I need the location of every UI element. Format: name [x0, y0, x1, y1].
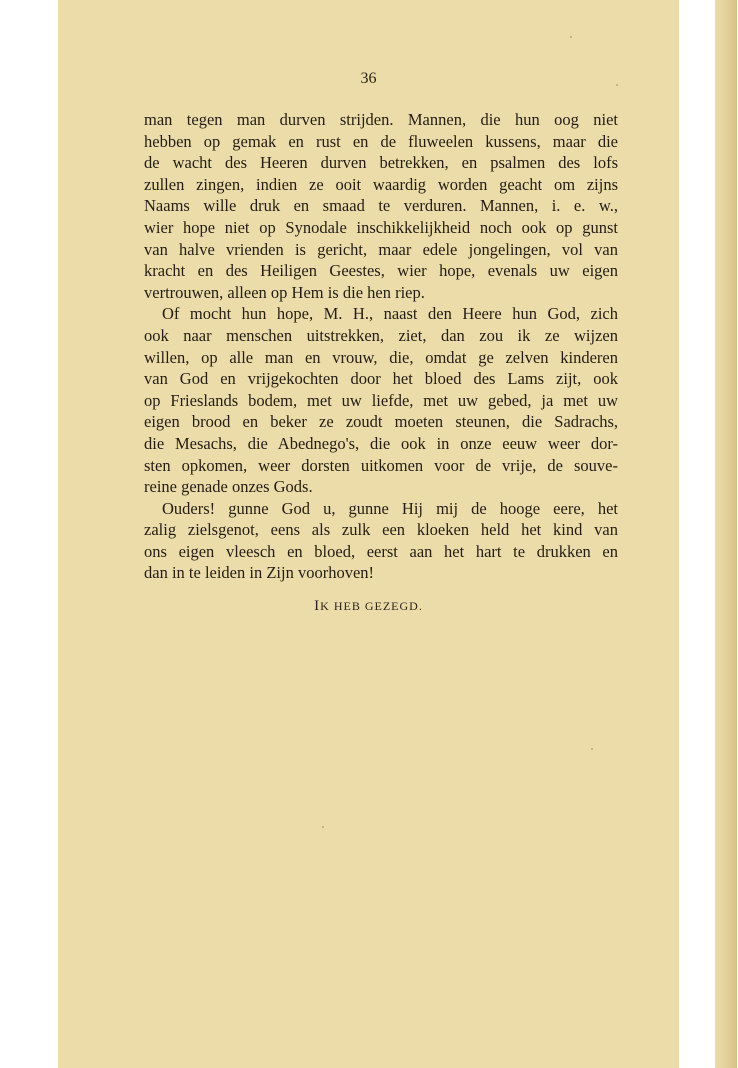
text-line: Naams wille druk en smaad te verduren. Mannen, i. e. w.,: [144, 196, 618, 216]
paper-speck: [322, 826, 324, 828]
page-number: 36: [360, 70, 377, 87]
text-line: die Mesachs, die Abednego's, die ook in onze eeuw weer dor-: [144, 433, 618, 453]
text-line: kracht en des Heiligen Geestes, wier hope, evenals uw eigen: [144, 261, 618, 281]
page-spine-shadow: [715, 0, 737, 1068]
text-line: zalig zielsgenot, eens als zulk een kloeken held het kind van: [144, 520, 618, 540]
paper-speck: [616, 84, 618, 86]
text-line: reine genade onzes Gods.: [144, 477, 313, 497]
text-line: man tegen man durven strijden. Mannen, die hun oog niet: [144, 110, 618, 129]
paper-speck: [591, 748, 593, 750]
text-line: Of mocht hun hope, M. H., naast den Heere hun God, zich: [162, 304, 618, 324]
text-line: sten opkomen, weer dorsten uitkomen voor de vrije, de souve-: [144, 455, 618, 475]
text-line: ook naar menschen uitstrekken, ziet, dan zou ik ze wijzen: [144, 325, 618, 345]
text-line: ons eigen vleesch en bloed, eerst aan het hart te drukken en: [144, 541, 618, 561]
closing-rest: K HEB GEZEGD.: [320, 599, 423, 613]
text-line: eigen brood en beker ze zoudt moeten steunen, die Sadrachs,: [144, 412, 618, 432]
text-line: dan in te leiden in Zijn voorhoven!: [144, 563, 375, 583]
text-line: willen, op alle man en vrouw, die, omdat ge zelven kinderen: [144, 347, 618, 367]
book-page: [58, 0, 679, 1068]
text-line: de wacht des Heeren durven betrekken, en psalmen des lofs: [144, 153, 618, 173]
text-line: Ouders! gunne God u, gunne Hij mij de hooge eere, het: [162, 498, 618, 518]
text-line: van halve vrienden is gericht, maar edele jongelingen, vol van: [144, 239, 618, 259]
paper-speck: [570, 36, 572, 38]
text-line: wier hope niet op Synodale inschikkelijkheid noch ook op gunst: [144, 217, 618, 237]
body-text: [144, 109, 618, 584]
text-line: van God en vrijgekochten door het bloed des Lams zijt, ook: [144, 369, 618, 389]
text-line: zullen zingen, indien ze ooit waardig worden geacht om zijns: [144, 174, 618, 194]
closing-initial: I: [314, 598, 321, 614]
closing-line: [58, 598, 679, 615]
text-line: hebben op gemak en rust en de fluweelen kussens, maar die: [144, 131, 618, 151]
text-line: vertrouwen, alleen op Hem is die hen riep.: [144, 282, 425, 302]
text-line: op Frieslands bodem, met uw liefde, met uw gebed, ja met uw: [144, 390, 618, 410]
